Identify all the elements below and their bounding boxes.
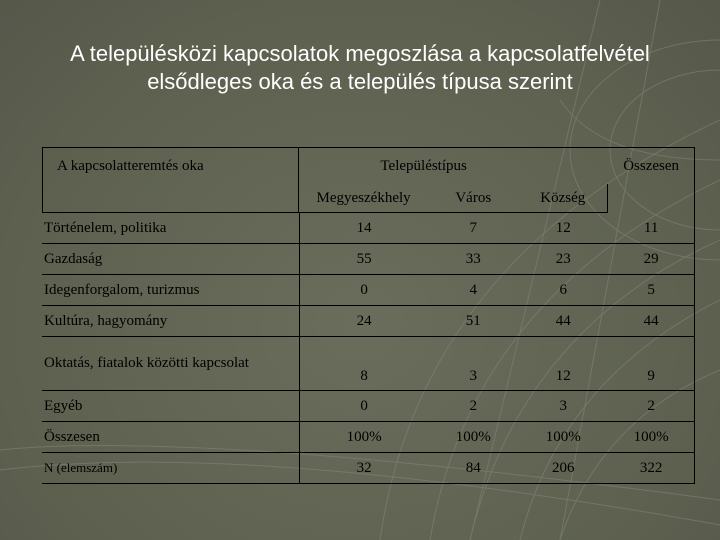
row-label: Gazdaság xyxy=(42,244,299,275)
row-label: Történelem, politika xyxy=(42,213,299,244)
cell: 9 xyxy=(608,337,695,391)
col-header-varos: Város xyxy=(428,184,518,213)
table-row xyxy=(42,244,695,275)
col-header-megyeszekhely: Megyeszékhely xyxy=(299,184,428,213)
cell: 44 xyxy=(608,306,695,337)
cell: 12 xyxy=(518,337,608,391)
header-total-label: Összesen xyxy=(608,147,695,184)
cell: 206 xyxy=(518,453,608,484)
table-row xyxy=(42,337,695,391)
cell: 33 xyxy=(428,244,518,275)
cell: 23 xyxy=(518,244,608,275)
cell: 3 xyxy=(428,337,518,391)
cell: 12 xyxy=(518,213,608,244)
cell: 2 xyxy=(608,391,695,422)
row-label: Oktatás, fiatalok közötti kapcsolat xyxy=(42,337,299,391)
header-group-label: Településtípus xyxy=(299,147,608,184)
cell: 100% xyxy=(428,422,518,453)
table-row xyxy=(42,306,695,337)
table-row xyxy=(42,213,695,244)
cell: 100% xyxy=(299,422,428,453)
cell: 0 xyxy=(299,391,428,422)
title-line-1: A településközi kapcsolatok megoszlása a kapcsolatfelvétel xyxy=(70,41,650,66)
title-line-2: elsődleges oka és a település típusa szerint xyxy=(147,69,573,94)
cell: 14 xyxy=(299,213,428,244)
cell: 100% xyxy=(608,422,695,453)
cell: 3 xyxy=(518,391,608,422)
cell: 55 xyxy=(299,244,428,275)
cell: 0 xyxy=(299,275,428,306)
cell: 51 xyxy=(428,306,518,337)
table-row xyxy=(42,391,695,422)
cell: 32 xyxy=(299,453,428,484)
cell: 4 xyxy=(428,275,518,306)
cell: 5 xyxy=(608,275,695,306)
row-label: Kultúra, hagyomány xyxy=(42,306,299,337)
table-header-row xyxy=(42,147,695,184)
col-header-kozseg: Község xyxy=(518,184,608,213)
data-table xyxy=(42,147,695,484)
page-title xyxy=(0,40,720,96)
table-row xyxy=(42,275,695,306)
cell: 24 xyxy=(299,306,428,337)
cell: 322 xyxy=(608,453,695,484)
row-label: Összesen xyxy=(42,422,299,453)
cell: 100% xyxy=(518,422,608,453)
row-label: N (elemszám) xyxy=(42,453,299,484)
row-label: Egyéb xyxy=(42,391,299,422)
row-label: Idegenforgalom, turizmus xyxy=(42,275,299,306)
table-row xyxy=(42,422,695,453)
header-row-label: A kapcsolatteremtés oka xyxy=(42,147,299,213)
cell: 44 xyxy=(518,306,608,337)
cell: 84 xyxy=(428,453,518,484)
cell: 29 xyxy=(608,244,695,275)
cell: 6 xyxy=(518,275,608,306)
cell: 8 xyxy=(299,337,428,391)
table-row xyxy=(42,453,695,484)
cell: 2 xyxy=(428,391,518,422)
cell: 7 xyxy=(428,213,518,244)
cell: 11 xyxy=(608,213,695,244)
